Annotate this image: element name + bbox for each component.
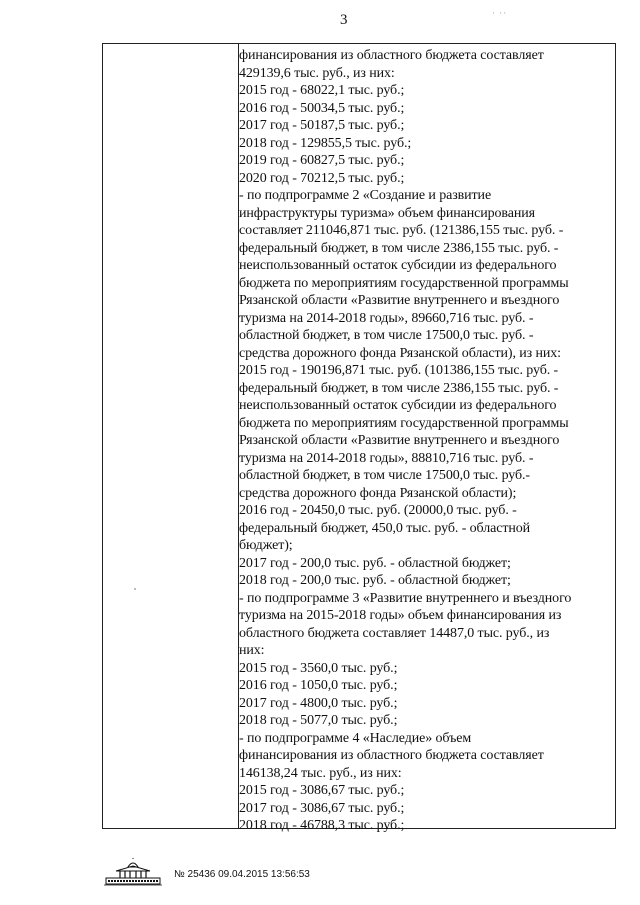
document-text-line: 2016 год - 20450,0 тыс. руб. (20000,0 тыс. руб. - <box>239 503 517 518</box>
document-text-line: Рязанской области «Развитие внутреннего и въездного <box>239 293 560 308</box>
document-text-line: 2017 год - 3086,67 тыс. руб.; <box>239 800 405 816</box>
document-text-line: 2017 год - 50187,5 тыс. руб.; <box>239 118 405 133</box>
document-text-line: средства дорожного фонда Рязанской области); <box>239 485 517 501</box>
document-text-line: 2017 год - 4800,0 тыс. руб.; <box>239 695 398 711</box>
document-text-line: бюджет); <box>239 538 293 553</box>
document-text-line: Рязанской области «Развитие внутреннего и въездного <box>239 433 560 448</box>
table-right-column <box>239 47 611 835</box>
document-text-line: федеральный бюджет, 450,0 тыс. руб. - областной <box>239 520 531 536</box>
document-text-line: 2018 год - 129855,5 тыс. руб.; <box>239 135 412 151</box>
page-number: 3 <box>340 12 348 28</box>
document-text-line: 146138,24 тыс. руб., из них: <box>239 765 402 781</box>
document-text-line: федеральный бюджет, в том числе 2386,155 тыс. руб. - <box>239 240 559 256</box>
footer <box>102 858 310 886</box>
document-text-line: туризма на 2014-2018 годы», 88810,716 тыс. руб. - <box>239 450 534 466</box>
document-text-line: финансирования из областного бюджета составляет <box>239 48 544 63</box>
document-text-line: 2015 год - 3086,67 тыс. руб.; <box>239 783 405 798</box>
document-text-line: туризма на 2014-2018 годы», 89660,716 тыс. руб. - <box>239 310 534 326</box>
document-text-line: - по подпрограмме 2 «Создание и развитие <box>239 188 492 203</box>
document-text-line: областной бюджет, в том числе 17500,0 тыс. руб. - <box>239 328 534 343</box>
document-text-line: неиспользованный остаток субсидии из федерального <box>239 398 557 413</box>
document-text-line: составляет 211046,871 тыс. руб. (121386,155 тыс. руб. - <box>239 223 564 238</box>
document-text-line: 2017 год - 200,0 тыс. руб. - областной бюджет; <box>239 555 511 571</box>
document-text-line: 2018 год - 200,0 тыс. руб. - областной бюджет; <box>239 573 511 588</box>
document-text-line: 2020 год - 70212,5 тыс. руб.; <box>239 170 405 186</box>
document-text-line: 2018 год - 46788,3 тыс. руб.; <box>239 818 405 833</box>
document-reference: № 25436 09.04.2015 13:56:53 <box>174 868 310 880</box>
document-text-line: областной бюджет, в том числе 17500,0 тыс. руб.- <box>239 468 530 483</box>
scan-speck <box>134 588 136 590</box>
document-text-line: 2015 год - 68022,1 тыс. руб.; <box>239 83 405 98</box>
document-text-line: - по подпрограмме 4 «Наследие» объем <box>239 730 472 746</box>
document-text-line: средства дорожного фонда Рязанской области), из них: <box>239 345 561 361</box>
document-text-line: бюджета по мероприятиям государственной программы <box>239 275 569 291</box>
document-text-line: финансирования из областного бюджета составляет <box>239 748 544 763</box>
scan-mark: · ·· <box>492 8 508 18</box>
document-text-line: 2019 год - 60827,5 тыс. руб.; <box>239 153 405 168</box>
document-text-line: - по подпрограмме 3 «Развитие внутреннего и въездного <box>239 590 572 606</box>
table-left-column <box>103 44 239 828</box>
document-text-line: бюджета по мероприятиям государственной программы <box>239 415 569 431</box>
document-text-line: федеральный бюджет, в том числе 2386,155 тыс. руб. - <box>239 380 559 396</box>
document-text-line: туризма на 2015-2018 годы» объем финансирования из <box>239 608 562 623</box>
document-text-line: 2015 год - 3560,0 тыс. руб.; <box>239 660 398 676</box>
document-text-line: 2018 год - 5077,0 тыс. руб.; <box>239 713 398 728</box>
document-text-line: 2016 год - 50034,5 тыс. руб.; <box>239 100 405 116</box>
document-text-line: 429139,6 тыс. руб., из них: <box>239 65 395 81</box>
document-text-line: областного бюджета составляет 14487,0 тыс. руб., из <box>239 625 550 641</box>
building-emblem-icon <box>102 858 164 886</box>
document-text-line: неиспользованный остаток субсидии из федерального <box>239 258 557 273</box>
document-text-line: инфраструктуры туризма» объем финансирования <box>239 205 535 221</box>
document-text-line: 2015 год - 190196,871 тыс. руб. (101386,155 тыс. руб. - <box>239 363 559 378</box>
document-text-line: 2016 год - 1050,0 тыс. руб.; <box>239 678 398 693</box>
registry-stamp <box>102 858 164 886</box>
document-text-line: них: <box>239 643 265 658</box>
document-table <box>102 43 616 833</box>
